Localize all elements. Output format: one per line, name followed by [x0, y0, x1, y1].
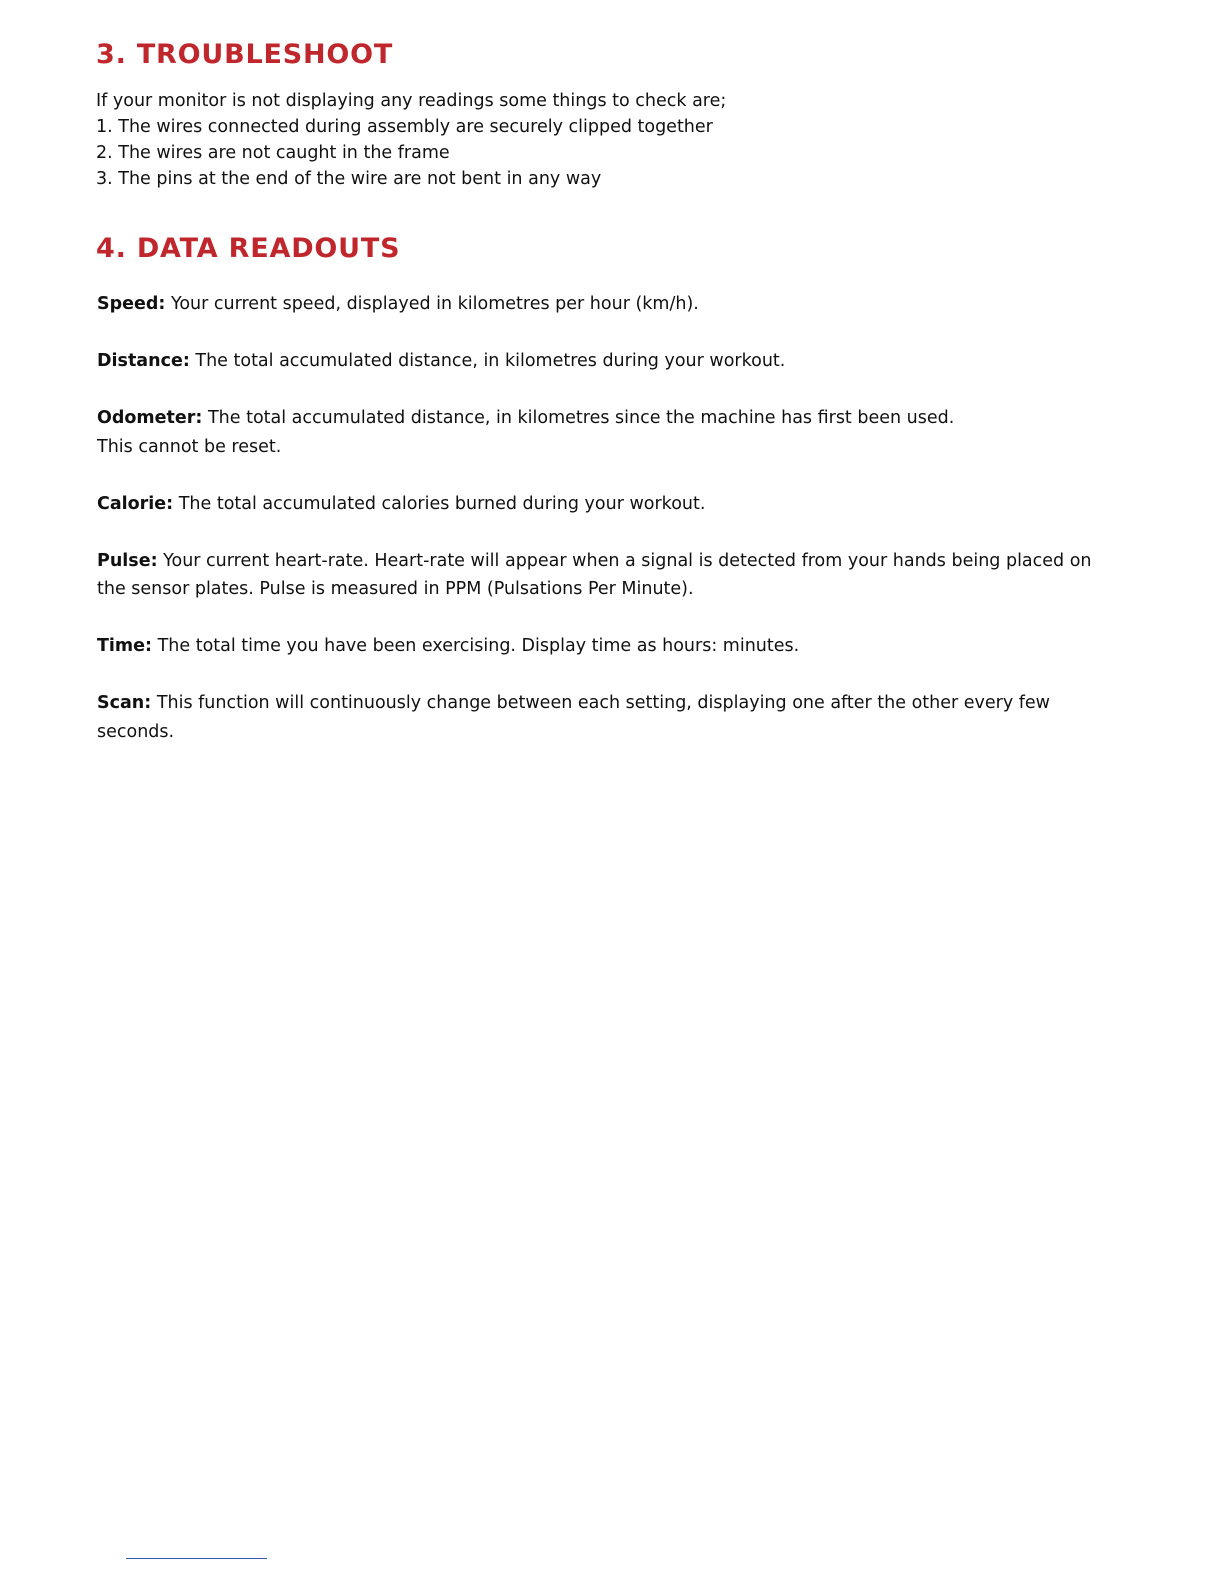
document-page — [96, 38, 1106, 775]
troubleshoot-item: 1. The wires connected during assembly are securely clipped together — [96, 117, 713, 137]
readout-term: Odometer: — [97, 408, 203, 428]
readout-description: The total accumulated calories burned during your workout. — [173, 493, 706, 514]
readout-odometer — [97, 404, 1106, 461]
footer-divider — [126, 1558, 267, 1559]
readout-scan — [97, 689, 1106, 746]
readout-description: Your current speed, displayed in kilometres per hour (km/h). — [165, 294, 699, 314]
readout-distance — [97, 347, 1106, 376]
readout-term: Speed: — [97, 294, 166, 314]
readout-description: Your current heart-rate. Heart-rate will appear when a signal is detected from your hands being placed on the sensor plates. Pulse is measured in PPM (Pulsations Per Minute). — [97, 550, 1092, 599]
readout-description: The total accumulated distance, in kilometres during your workout. — [189, 351, 786, 371]
readout-calorie — [97, 490, 1106, 519]
readout-term: Distance: — [97, 351, 190, 371]
troubleshoot-item: 3. The pins at the end of the wire are not bent in any way — [96, 169, 602, 189]
readout-term: Scan: — [97, 693, 152, 713]
data-readouts-list — [96, 290, 1106, 746]
troubleshoot-heading: 3. TROUBLESHOOT — [96, 39, 394, 70]
readout-pulse — [97, 547, 1106, 604]
readout-note: This cannot be reset. — [97, 436, 282, 457]
readout-description: This function will continuously change between each setting, displaying one after the other every few seconds. — [97, 693, 1050, 742]
readout-description: The total time you have been exercising. Display time as hours: minutes. — [152, 636, 800, 656]
readout-description: The total accumulated distance, in kilometres since the machine has first been used. — [202, 408, 955, 428]
troubleshoot-section — [96, 88, 1106, 192]
readout-term: Time: — [97, 636, 153, 656]
troubleshoot-item: 2. The wires are not caught in the frame — [96, 143, 450, 163]
readout-term: Pulse: — [97, 550, 158, 571]
readout-speed — [97, 290, 1106, 319]
data-readouts-heading: 4. DATA READOUTS — [96, 233, 401, 264]
readout-term: Calorie: — [97, 493, 174, 514]
readout-time — [97, 632, 1106, 661]
troubleshoot-intro: If your monitor is not displaying any readings some things to check are; — [96, 91, 727, 111]
